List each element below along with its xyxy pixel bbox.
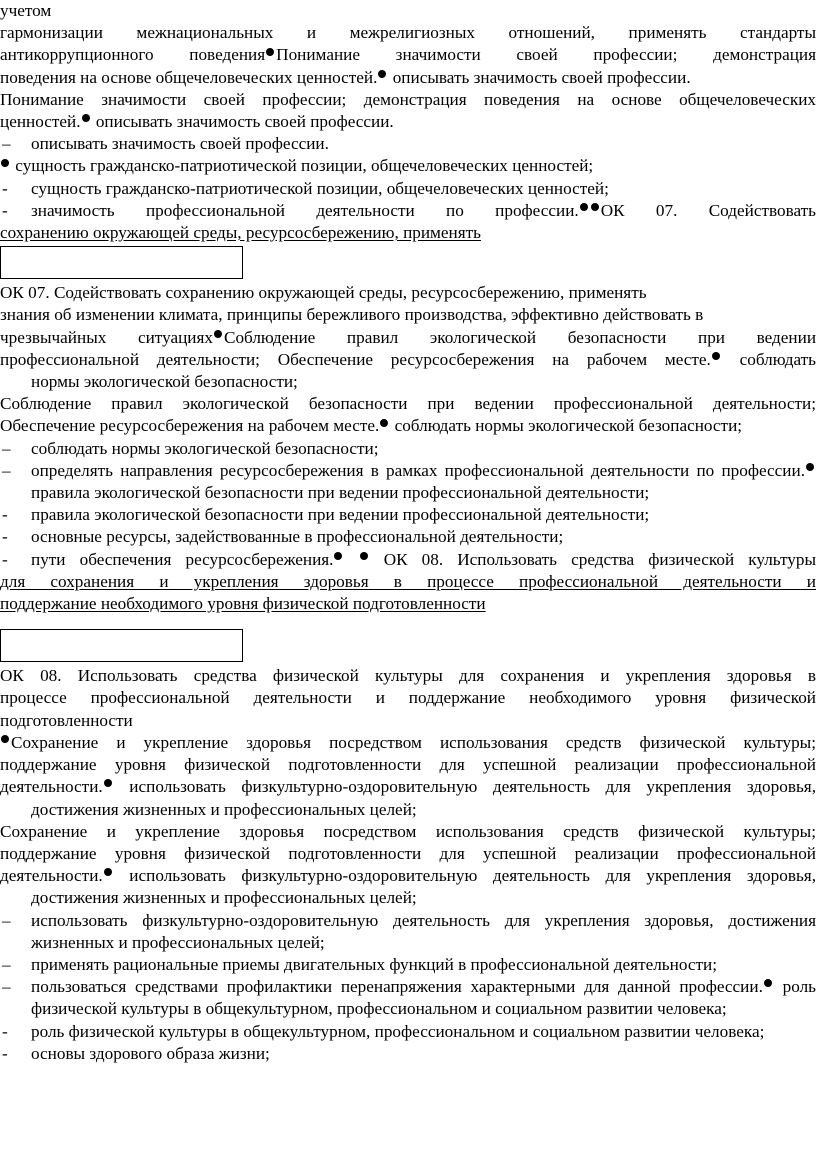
list-item-text: правила экологической безопасности при ведении профессиональной деятельности;: [31, 505, 650, 525]
ok08-heading: ОК 08. Использовать средства физической культуры для сохранения и укрепления здоровья в: [0, 666, 816, 686]
text-line: [0, 67, 816, 89]
list-item-text: сущность гражданско-патриотической позиции, общечеловеческих ценностей;: [31, 178, 609, 198]
bullet-icon: [82, 114, 90, 122]
list-item-text: использовать физкультурно-оздоровительную деятельность для укрепления здоровья, достижения жизненных и профессиональных целей;: [31, 910, 816, 952]
bullet-icon: [378, 70, 386, 78]
dash-marker: -: [2, 1021, 8, 1041]
text-line: [0, 155, 816, 177]
text-line: [0, 349, 816, 371]
text-fragment: правила экологической безопасности при ведении профессиональной деятельности;: [31, 483, 650, 503]
list-item-text: применять рациональные приемы двигательных функций в профессиональной деятельности;: [31, 954, 717, 974]
list-item-text: описывать значимость своей профессии.: [31, 134, 329, 154]
text-fragment: сущность гражданско-патриотической позиции, общечеловеческих ценностей;: [15, 156, 594, 176]
bullet-icon: [334, 552, 342, 560]
dash-marker: -: [2, 178, 8, 198]
bullet-icon: [806, 463, 814, 471]
list-item: [0, 178, 816, 200]
list-item: [0, 976, 816, 1020]
text-line: [0, 327, 816, 349]
text-line: процессе профессиональной деятельности и поддержание необходимого уровня физической: [0, 688, 816, 708]
dash-marker: –: [2, 134, 11, 154]
text-line: учетом: [0, 1, 52, 20]
empty-box: [0, 629, 243, 662]
text-fragment: соблюдать: [739, 349, 816, 369]
list-item: [0, 504, 816, 526]
text-line: [0, 44, 816, 66]
list-item-text: пользоваться средствами профилактики перенапряжения характерными для данной профессии.: [31, 977, 763, 997]
list-item-text: определять направления ресурсосбережения в рамках профессиональной деятельности по профессии.: [31, 460, 805, 480]
bullet-icon: [764, 979, 772, 987]
list-item: [0, 460, 816, 504]
text-line: гармонизации межнациональных и межрелигиозных отношений, применять стандарты: [0, 23, 816, 43]
dash-marker: -: [2, 200, 8, 220]
text-fragment: Понимание значимости своей профессии; демонстрация: [276, 45, 816, 65]
list-item: [0, 526, 816, 548]
dash-marker: –: [2, 954, 11, 974]
list-item: [0, 1021, 816, 1043]
underlined-text: сохранению окружающей среды, ресурсосбережению, применять: [0, 223, 482, 243]
empty-box: [0, 246, 243, 279]
text-line: поддержание уровня физической подготовленности для успешной реализации профессиональной: [0, 755, 816, 775]
text-fragment: роль физической культуры в общекультурном, профессиональном и социальном развитии человека;: [31, 977, 816, 1019]
list-item-text: значимость профессиональной деятельности по профессии.: [31, 200, 579, 220]
dash-marker: -: [2, 1043, 8, 1063]
bullet-icon: [380, 419, 388, 427]
text-fragment: ОК 07. Содействовать: [600, 200, 816, 220]
dash-marker: –: [2, 910, 11, 930]
text-fragment: использовать физкультурно-оздоровительную деятельность для укрепления здоровья, достижения жизненных и профессиональных целей;: [31, 866, 816, 908]
dash-marker: -: [2, 527, 8, 547]
text-line: знания об изменении климата, принципы бережливого производства, эффективно действовать в: [0, 305, 704, 325]
dash-marker: -: [2, 505, 8, 525]
list-item-text: основные ресурсы, задействованные в профессиональной деятельности;: [31, 527, 564, 547]
list-item: [0, 549, 816, 571]
bullet-icon: [266, 48, 274, 56]
ok07-heading: ОК 07. Содействовать сохранению окружающей среды, ресурсосбережению, применять: [0, 283, 647, 303]
text-fragment: поведения на основе общечеловеческих ценностей.: [0, 67, 378, 87]
dash-marker: –: [2, 977, 11, 997]
text-line: поддержание уровня физической подготовленности для успешной реализации профессиональной: [0, 843, 816, 863]
text-fragment: Сохранение и укрепление здоровья посредством использования средств физической культуры;: [11, 732, 816, 752]
text-line: Сохранение и укрепление здоровья посредством использования средств физической культуры;: [0, 821, 816, 841]
text-line: [0, 593, 816, 615]
bullet-icon: [360, 552, 368, 560]
text-fragment: описывать значимость своей профессии.: [95, 112, 394, 132]
list-item-text: пути обеспечения ресурсосбережения.: [31, 549, 334, 569]
list-item-text: соблюдать нормы экологической безопасности;: [31, 438, 379, 458]
text-fragment: описывать значимость своей профессии.: [392, 67, 691, 87]
bullet-icon: [104, 779, 112, 787]
text-fragment: ценностей.: [0, 112, 81, 132]
text-line: Соблюдение правил экологической безопасности при ведении профессиональной деятельности;: [0, 394, 816, 414]
bullet-icon: [591, 203, 599, 211]
bullet-icon: [712, 352, 720, 360]
bullet-icon: [214, 330, 222, 338]
list-item-text: основы здорового образа жизни;: [31, 1043, 270, 1063]
bullet-icon: [1, 159, 9, 167]
text-line: Понимание значимости своей профессии; демонстрация поведения на основе общечеловеческих: [0, 89, 816, 109]
text-line: [0, 571, 816, 593]
text-fragment: Соблюдение правил экологической безопасности при ведении: [223, 327, 816, 347]
list-item: [0, 133, 816, 155]
list-item: [0, 1043, 816, 1065]
text-line: [0, 776, 816, 820]
text-fragment: профессиональной деятельности; Обеспечение ресурсосбережения на рабочем месте.: [0, 349, 711, 369]
bullet-icon: [1, 735, 9, 743]
underlined-text: поддержание необходимого уровня физической подготовленности: [0, 594, 486, 614]
text-line: [0, 222, 816, 244]
text-line: [0, 732, 816, 754]
bullet-icon: [104, 868, 112, 876]
list-item-text: роль физической культуры в общекультурном, профессиональном и социальном развитии человека;: [31, 1021, 765, 1041]
text-line: [0, 415, 816, 437]
text-fragment: использовать физкультурно-оздоровительную деятельность для укрепления здоровья, достижения жизненных и профессиональных целей;: [31, 777, 816, 819]
text-line: [0, 865, 816, 909]
text-fragment: антикоррупционного поведения: [0, 45, 266, 65]
text-fragment: ОК 08. Использовать средства физической культуры: [383, 549, 816, 569]
list-item: [0, 438, 816, 460]
text-fragment: деятельности.: [0, 777, 103, 797]
text-line: нормы экологической безопасности;: [31, 372, 298, 392]
list-item: [0, 910, 816, 954]
bullet-icon: [580, 203, 588, 211]
dash-marker: -: [2, 549, 8, 569]
text-fragment: соблюдать нормы экологической безопасности;: [394, 416, 743, 436]
list-item: [0, 954, 816, 976]
dash-marker: –: [2, 460, 11, 480]
underlined-text: для сохранения и укрепления здоровья в процессе профессиональной деятельности и: [0, 571, 816, 591]
text-line: [0, 111, 816, 133]
text-fragment: деятельности.: [0, 866, 103, 886]
text-line: подготовленности: [0, 710, 133, 730]
list-item: [0, 200, 816, 222]
text-fragment: Обеспечение ресурсосбережения на рабочем месте.: [0, 416, 380, 436]
text-fragment: чрезвычайных ситуациях: [0, 327, 213, 347]
dash-marker: –: [2, 438, 11, 458]
